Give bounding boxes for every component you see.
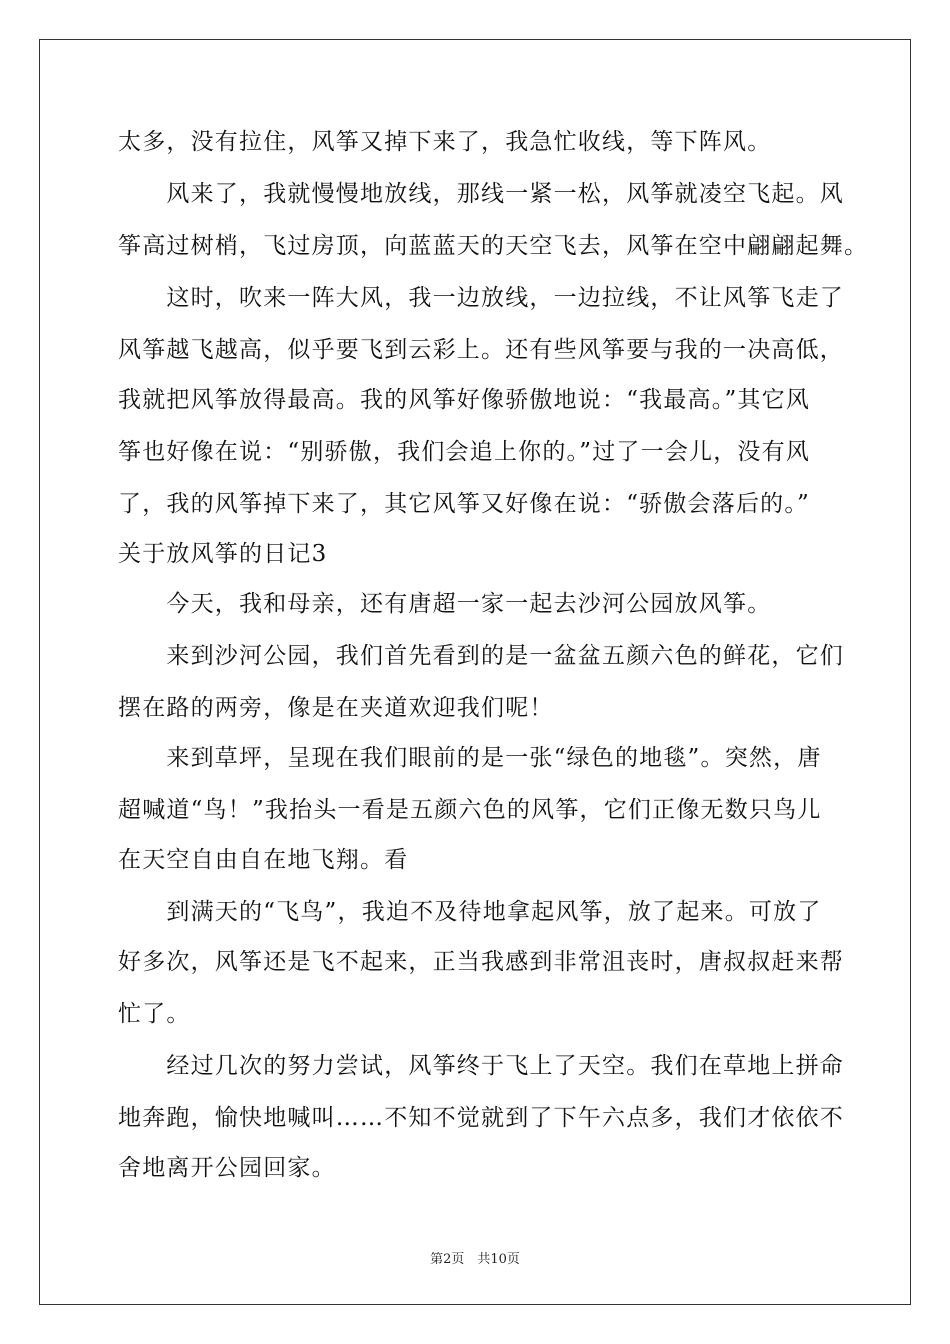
text-line: 到满天的“飞鸟”，我迫不及待地拿起风筝，放了起来。可放了 — [118, 899, 822, 925]
text-line: 来到草坪，呈现在我们眼前的是一张“绿色的地毯”。突然，唐 — [118, 745, 822, 771]
text-line: 好多次，风筝还是飞不起来，正当我感到非常沮丧时，唐叔叔赶来帮 — [118, 949, 844, 975]
section-heading: 关于放风筝的日记3 — [118, 541, 328, 567]
text-line: 摆在路的两旁，像是在夹道欢迎我们呢！ — [118, 695, 554, 721]
text-line: 筝也好像在说：“别骄傲，我们会追上你的。”过了一会儿，没有风 — [118, 439, 811, 465]
text-line: 忙了。 — [118, 1001, 191, 1027]
text-line: 舍地离开公园回家。 — [118, 1155, 336, 1181]
text-line: 经过几次的努力尝试，风筝终于飞上了天空。我们在草地上拼命 — [118, 1053, 844, 1079]
text-line: 我就把风筝放得最高。我的风筝好像骄傲地说：“我最高。”其它风 — [118, 387, 811, 413]
text-line: 来到沙河公园，我们首先看到的是一盆盆五颜六色的鲜花，它们 — [118, 643, 844, 669]
page-number-footer: 第2页 共10页 — [430, 1252, 520, 1267]
text-line: 了，我的风筝掉下来了，其它风筝又好像在说：“骄傲会落后的。” — [118, 491, 811, 517]
text-line: 在天空自由自在地飞翔。看 — [118, 847, 409, 873]
text-line: 风来了，我就慢慢地放线，那线一紧一松，风筝就凌空飞起。风 — [118, 181, 844, 207]
text-line: 筝高过树梢，飞过房顶，向蓝蓝天的天空飞去，风筝在空中翩翩起舞。 — [118, 233, 869, 259]
text-line: 风筝越飞越高，似乎要飞到云彩上。还有些风筝要与我的一决高低， — [118, 337, 844, 363]
text-line: 这时，吹来一阵大风，我一边放线，一边拉线，不让风筝飞走了 — [118, 285, 844, 311]
text-line: 地奔跑，愉快地喊叫……不知不觉就到了下午六点多，我们才依依不 — [118, 1105, 844, 1131]
text-line: 今天，我和母亲，还有唐超一家一起去沙河公园放风筝。 — [118, 591, 772, 617]
text-line: 超喊道“鸟！”我抬头一看是五颜六色的风筝，它们正像无数只鸟儿 — [118, 797, 822, 823]
text-line: 太多，没有拉住，风筝又掉下来了，我急忙收线，等下阵风。 — [118, 129, 772, 155]
